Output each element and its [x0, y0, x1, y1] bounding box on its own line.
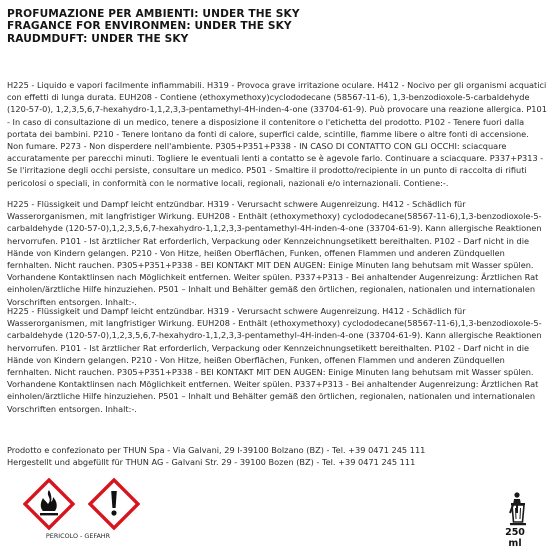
trash-bin-icon — [503, 491, 533, 527]
hazard-caption: PERICOLO - GEFAHR — [45, 532, 111, 540]
volume-unit: ml — [508, 538, 522, 549]
safety-text-german-repeat: H225 - Flüssigkeit und Dampf leicht entzündbar. H319 - Verursacht schwere Augenreizung. H412 - Schädlich für Wasserorganismen, mit langfristiger Wirkung. EUH208 - Enthält (ethoxymethoxy) cyclododecane(58567-11-6),1,3-benzodioxole-5-carbaldehyde (120-57-0),1,2,3,5,6,7-hexahydro-1,1,2,3,3-pentamethyl-4H-inden-4-one (33704-61-9). Kann allergische Reaktionen hervorrufen. P101 - Ist ärztlicher Rat erforderlich, Verpackung oder Kennzeichnungsetikett bereithalten. P102 - Darf nicht in die Hände von Kindern gelangen. P210 - Von Hitze, heißen Oberflächen, Funken, offenen Flammen und anderen Zündquellen fernhalten. Nicht rauchen. P305+P351+P338 - BEI KONTAKT MIT DEN AUGEN: Einige Minuten lang behutsam mit Wasser spülen. Vorhandene Kontaktlinsen nach Möglichkeit entfernen. Weiter spülen. P337+P313 - Bei anhaltender Augenreizung: Ärztlichen Rat einholen/ärztliche Hilfe hinzuziehen. P501 – Inhalt und Behälter gemäß den örtlichen, regionalen, nationalen und internationalen Vorschriften entsorgen. Inhalt:-. — [7, 306, 542, 414]
title-italian: PROFUMAZIONE PER AMBIENTI: UNDER THE SKY — [7, 8, 300, 20]
product-titles — [7, 8, 547, 45]
safety-text-italian: H225 - Liquido e vapori facilmente infiammabili. H319 - Provoca grave irritazione oculare. H412 - Nocivo per gli organismi acquatici con effetti di lunga durata. EUH208 - Contiene (ethoxymethoxy)cyclododecane (58567-11-6), 1,3-benzodioxole-5-carbaldehyde (120-57-0), 1,2,3,5,6,7-hexahydro-1,1,2,3,3-pentamethyl-4H-inden-4-one (33704-61-9). Può provocare una reazione allergica. P101 - In caso di consultazione di un medico, tenere a disposizione il contenitore o l'etichetta del prodotto. P102 - Tenere fuori dalla portata dei bambini. P210 - Tenere lontano da fonti di calore, superfici calde, scintille, fiamme libere o altre fonti di accensione. Non fumare. P273 - Non disperdere nell'ambiente. P305+P351+P338 - IN CASO DI CONTATTO CON GLI OCCHI: sciacquare accuratamente per parecchi minuti. Togliere le eventuali lenti a contatto se è agevole farlo. Continuare a sciacquare. P337+P313 - Se l'irritazione degli occhi persiste, consultare un medico. P501 - Smaltire il prodotto/recipiente in un punto di raccolta di rifiuti pericolosi o speciali, in conformità con le normative locali, regionali, nazionali e/o internazionali. Contiene:-. — [7, 80, 547, 188]
title-german: RAUDMDUFT: UNDER THE SKY — [7, 32, 189, 45]
net-volume — [491, 527, 539, 549]
hazard-pictograms — [13, 478, 143, 548]
producer-line-german: Hergestellt und abgefüllt für THUN AG - Galvani Str. 29 - 39100 Bozen (BZ) - Tel. +39 0471 245 111 — [7, 457, 416, 468]
volume-amount: 250 — [505, 527, 525, 538]
title-english: FRAGANCE FOR ENVIRONMEN: UNDER THE SKY — [7, 20, 292, 33]
exclamation-mark-icon — [88, 478, 140, 530]
flame-icon — [23, 478, 75, 530]
safety-text-german: H225 - Flüssigkeit und Dampf leicht entzündbar. H319 - Verursacht schwere Augenreizung. H412 - Schädlich für Wasserorganismen, mit langfristiger Wirkung. EUH208 - Enthält (ethoxymethoxy) cyclododecane(58567-11-6),1,3-benzodioxole-5-carbaldehyde (120-57-0),1,2,3,5,6,7-hexahydro-1,1,2,3,3-pentamethyl-4H-inden-4-one (33704-61-9). Kann allergische Reaktionen hervorrufen. P101 - Ist ärztlicher Rat erforderlich, Verpackung oder Kennzeichnungsetikett bereithalten. P102 - Darf nicht in die Hände von Kindern gelangen. P210 - Von Hitze, heißen Oberflächen, Funken, offenen Flammen und anderen Zündquellen fernhalten. Nicht rauchen. P305+P351+P338 - BEI KONTAKT MIT DEN AUGEN: Einige Minuten lang behutsam mit Wasser spülen. Vorhandene Kontaktlinsen nach Möglichkeit entfernen. Weiter spülen. P337+P313 - Bei anhaltender Augenreizung: Ärztlichen Rat einholen/ärztliche Hilfe hinzuziehen. P501 – Inhalt und Behälter gemäß den örtlichen, regionalen, nationalen und internationalen Vorschriften entsorgen. Inhalt:-. — [7, 199, 542, 307]
producer-info — [7, 444, 547, 468]
producer-line-italian: Prodotto e confezionato per THUN Spa - Via Galvani, 29 I-39100 Bolzano (BZ) - Tel. +39 0471 245 111 — [7, 445, 426, 455]
